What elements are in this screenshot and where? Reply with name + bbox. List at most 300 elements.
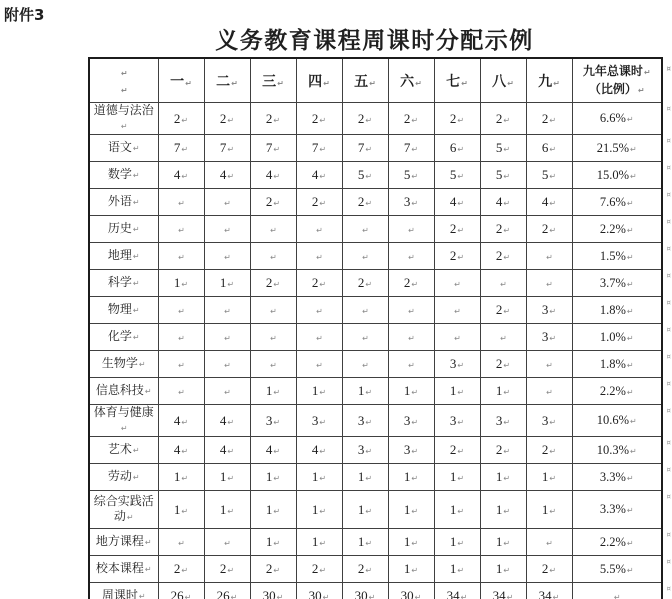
subject-cell — [89, 491, 158, 529]
pilcrow-mark: ↵ — [626, 538, 634, 548]
value-cell — [250, 405, 296, 437]
value-cell — [158, 189, 204, 216]
pilcrow-mark: ↵ — [457, 417, 465, 427]
pilcrow-mark: ↵ — [626, 565, 634, 575]
pilcrow-mark: ↵ — [637, 85, 645, 95]
subject-label: 综合实践活动 — [93, 494, 154, 523]
pilcrow-mark: ↵ — [316, 361, 323, 370]
row-end-mark: ¤ — [666, 105, 671, 113]
total-percent: 1.8% — [599, 356, 626, 371]
pilcrow-mark: ↵ — [546, 361, 553, 370]
pilcrow-mark: ↵ — [411, 172, 419, 181]
value-cell — [388, 135, 434, 162]
pilcrow-mark: ↵ — [224, 361, 231, 370]
value-cell — [250, 189, 296, 216]
pilcrow-mark: ↵ — [365, 506, 373, 516]
value-cell — [526, 135, 572, 162]
hours-value: 6 — [449, 140, 457, 155]
value-cell — [250, 162, 296, 189]
pilcrow-mark: ↵ — [630, 171, 637, 181]
subject-cell — [89, 270, 158, 297]
pilcrow-mark: ↵ — [144, 565, 152, 574]
table-row — [89, 270, 662, 297]
pilcrow-mark: ↵ — [273, 566, 281, 575]
subject-label: 道德与法治 — [93, 103, 154, 117]
pilcrow-mark: ↵ — [549, 307, 557, 316]
value-cell — [388, 464, 434, 491]
value-cell — [526, 297, 572, 324]
value-cell — [296, 162, 342, 189]
value-cell — [342, 378, 388, 405]
value-cell — [434, 216, 480, 243]
value-cell — [296, 216, 342, 243]
pilcrow-mark: ↵ — [319, 474, 327, 483]
pilcrow-mark: ↵ — [273, 115, 281, 125]
pilcrow-mark: ↵ — [365, 539, 373, 548]
pilcrow-mark: ↵ — [132, 333, 140, 342]
pilcrow-mark: ↵ — [613, 592, 621, 599]
row-end-mark: ¤ — [666, 466, 671, 474]
value-cell — [388, 162, 434, 189]
pilcrow-mark: ↵ — [316, 253, 323, 262]
value-cell — [388, 437, 434, 464]
grade-label: 二 — [216, 74, 231, 90]
pilcrow-mark: ↵ — [369, 78, 376, 88]
pilcrow-mark: ↵ — [408, 361, 415, 370]
pilcrow-mark: ↵ — [362, 361, 369, 370]
pilcrow-mark: ↵ — [503, 506, 511, 516]
attachment-label: 附件3 — [4, 6, 45, 24]
pilcrow-mark: ↵ — [138, 360, 146, 369]
value-cell — [434, 405, 480, 437]
value-cell — [526, 189, 572, 216]
hours-value: 34 — [446, 588, 460, 599]
subject-label: 化学 — [107, 329, 132, 343]
pilcrow-mark: ↵ — [626, 279, 634, 289]
pilcrow-mark: ↵ — [132, 279, 140, 288]
pilcrow-mark: ↵ — [181, 566, 189, 575]
pilcrow-mark: ↵ — [181, 474, 189, 483]
value-cell — [388, 189, 434, 216]
value-cell — [250, 529, 296, 556]
total-percent: 1.5% — [599, 248, 626, 263]
table-row — [89, 556, 662, 583]
hours-value: 1 — [265, 501, 273, 517]
pilcrow-mark: ↵ — [549, 226, 557, 235]
total-percent: 10.6% — [596, 413, 630, 427]
subject-label: 体育与健康 — [93, 405, 154, 419]
pilcrow-mark: ↵ — [365, 447, 373, 456]
pilcrow-mark: ↵ — [132, 306, 140, 315]
value-cell — [480, 216, 526, 243]
pilcrow-mark: ↵ — [319, 388, 327, 397]
hours-value: 3 — [495, 412, 503, 428]
pilcrow-mark: ↵ — [319, 115, 327, 125]
pilcrow-mark: ↵ — [411, 115, 419, 125]
pilcrow-mark: ↵ — [500, 334, 507, 343]
hours-value: 1 — [541, 469, 549, 484]
pilcrow-mark: ↵ — [365, 474, 373, 483]
hours-value: 1 — [403, 501, 411, 517]
hours-value: 5 — [495, 167, 503, 182]
row-end-mark: ¤ — [666, 326, 671, 334]
row-end-mark: ¤ — [666, 272, 671, 280]
hours-value: 7 — [219, 140, 227, 155]
value-cell — [434, 189, 480, 216]
pilcrow-mark: ↵ — [319, 566, 327, 575]
pilcrow-mark: ↵ — [362, 334, 369, 343]
hours-value: 1 — [541, 501, 549, 517]
subject-label: 劳动 — [107, 469, 132, 483]
hours-value: 2 — [403, 110, 411, 126]
value-cell — [342, 189, 388, 216]
pilcrow-mark: ↵ — [411, 280, 419, 289]
pilcrow-mark: ↵ — [457, 172, 465, 181]
hours-value: 7 — [173, 140, 181, 155]
pilcrow-mark: ↵ — [626, 225, 634, 235]
page-title: 义务教育课程周课时分配示例 — [215, 28, 534, 53]
pilcrow-mark: ↵ — [178, 361, 185, 370]
course-hours-table — [88, 57, 671, 599]
pilcrow-mark: ↵ — [626, 333, 634, 343]
value-cell — [388, 243, 434, 270]
pilcrow-mark: ↵ — [319, 280, 327, 289]
value-cell — [296, 270, 342, 297]
pilcrow-mark: ↵ — [457, 145, 465, 154]
hours-value: 4 — [265, 167, 273, 182]
pilcrow-mark: ↵ — [626, 387, 634, 397]
hours-value: 30 — [354, 588, 368, 599]
pilcrow-mark: ↵ — [460, 593, 468, 599]
pilcrow-mark: ↵ — [132, 252, 140, 261]
subject-cell — [89, 405, 158, 437]
hours-value: 4 — [173, 167, 181, 182]
value-cell — [526, 556, 572, 583]
pilcrow-mark: ↵ — [270, 226, 277, 235]
pilcrow-mark: ↵ — [132, 171, 140, 180]
hours-value: 2 — [449, 221, 457, 236]
value-cell — [388, 378, 434, 405]
subject-label: 语文 — [107, 140, 132, 154]
pilcrow-mark: ↵ — [552, 593, 560, 599]
row-end-mark: ¤ — [666, 218, 671, 226]
pilcrow-mark: ↵ — [454, 334, 461, 343]
value-cell — [250, 297, 296, 324]
pilcrow-mark: ↵ — [270, 334, 277, 343]
value-cell — [204, 491, 250, 529]
hours-value: 1 — [449, 561, 457, 576]
subject-label: 信息科技 — [95, 383, 144, 397]
pilcrow-mark: ↵ — [273, 199, 281, 208]
hours-value: 2 — [357, 194, 365, 209]
pilcrow-mark: ↵ — [316, 226, 323, 235]
pilcrow-mark: ↵ — [503, 417, 511, 427]
value-cell — [250, 135, 296, 162]
hours-value: 3 — [311, 412, 319, 428]
row-end-mark: ¤ — [666, 164, 671, 172]
subject-cell — [89, 103, 158, 135]
hours-value: 1 — [495, 469, 503, 484]
pilcrow-mark: ↵ — [546, 388, 553, 397]
value-cell — [480, 378, 526, 405]
hours-value: 1 — [311, 469, 319, 484]
row-end-mark: ¤ — [666, 137, 671, 145]
total-percent: 2.2% — [599, 534, 626, 549]
hours-value: 4 — [265, 442, 273, 457]
hours-value: 1 — [311, 383, 319, 398]
value-cell — [342, 297, 388, 324]
value-cell — [204, 405, 250, 437]
pilcrow-mark: ↵ — [626, 198, 634, 208]
hours-value: 2 — [541, 221, 549, 236]
total-cell — [572, 437, 671, 464]
grade-label: 九 — [538, 74, 553, 90]
pilcrow-mark: ↵ — [408, 253, 415, 262]
pilcrow-mark: ↵ — [316, 307, 323, 316]
row-end-mark: ¤ — [666, 531, 671, 539]
hours-value: 3 — [403, 412, 411, 428]
hours-value: 1 — [219, 275, 227, 290]
hours-value: 2 — [541, 561, 549, 576]
pilcrow-mark: ↵ — [224, 199, 231, 208]
header-grade-cell — [434, 58, 480, 103]
pilcrow-mark: ↵ — [181, 145, 189, 154]
pilcrow-mark: ↵ — [549, 145, 557, 154]
pilcrow-mark: ↵ — [227, 172, 235, 181]
value-cell — [296, 135, 342, 162]
pilcrow-mark: ↵ — [319, 447, 327, 456]
pilcrow-mark: ↵ — [224, 334, 231, 343]
pilcrow-mark: ↵ — [322, 593, 330, 599]
subject-label: 外语 — [107, 194, 132, 208]
pilcrow-mark: ↵ — [503, 388, 511, 397]
row-end-mark: ¤ — [666, 380, 671, 388]
table-row — [89, 189, 662, 216]
pilcrow-mark: ↵ — [270, 307, 277, 316]
total-percent: 3.3% — [599, 502, 626, 516]
value-cell — [434, 324, 480, 351]
value-cell — [388, 270, 434, 297]
value-cell — [526, 405, 572, 437]
pilcrow-mark: ↵ — [553, 78, 560, 88]
table-row — [89, 297, 662, 324]
value-cell — [250, 378, 296, 405]
subject-cell — [89, 529, 158, 556]
value-cell — [434, 464, 480, 491]
pilcrow-mark: ↵ — [503, 361, 511, 370]
subject-label: 周课时 — [101, 588, 138, 599]
pilcrow-mark: ↵ — [227, 417, 235, 427]
total-cell — [572, 351, 671, 378]
pilcrow-mark: ↵ — [132, 446, 140, 455]
row-end-mark: ¤ — [666, 493, 671, 501]
hours-value: 4 — [311, 167, 319, 182]
pilcrow-mark: ↵ — [227, 115, 235, 125]
pilcrow-mark: ↵ — [457, 447, 465, 456]
hours-value: 1 — [495, 501, 503, 517]
header-total-line2: （比例） — [588, 81, 637, 96]
hours-value: 26 — [170, 588, 184, 599]
pilcrow-mark: ↵ — [178, 226, 185, 235]
value-cell — [526, 491, 572, 529]
table-row — [89, 243, 662, 270]
pilcrow-mark: ↵ — [365, 280, 373, 289]
hours-value: 1 — [357, 469, 365, 484]
pilcrow-mark: ↵ — [549, 506, 557, 516]
value-cell — [250, 103, 296, 135]
value-cell — [388, 491, 434, 529]
pilcrow-mark: ↵ — [626, 506, 634, 515]
pilcrow-mark: ↵ — [181, 417, 189, 427]
value-cell — [526, 351, 572, 378]
value-cell — [158, 270, 204, 297]
value-cell — [434, 135, 480, 162]
hours-value: 3 — [403, 194, 411, 209]
value-cell — [480, 324, 526, 351]
subject-label: 数学 — [107, 167, 132, 181]
pilcrow-mark: ↵ — [132, 473, 140, 482]
pilcrow-mark: ↵ — [630, 417, 637, 426]
header-grade-cell — [342, 58, 388, 103]
hours-value: 2 — [449, 110, 457, 126]
value-cell — [388, 216, 434, 243]
value-cell — [342, 324, 388, 351]
total-cell — [572, 162, 671, 189]
pilcrow-mark: ↵ — [178, 253, 185, 262]
value-cell — [204, 324, 250, 351]
pilcrow-mark: ↵ — [184, 593, 192, 599]
total-cell — [572, 189, 671, 216]
pilcrow-mark: ↵ — [549, 474, 557, 483]
value-cell — [342, 270, 388, 297]
pilcrow-mark: ↵ — [414, 593, 422, 599]
total-cell — [572, 297, 671, 324]
hours-value: 30 — [400, 588, 414, 599]
pilcrow-mark: ↵ — [276, 593, 284, 599]
hours-value: 2 — [311, 110, 319, 126]
hours-value: 1 — [449, 383, 457, 398]
total-cell — [572, 491, 671, 529]
hours-value: 1 — [495, 534, 503, 549]
hours-value: 3 — [357, 412, 365, 428]
total-cell — [572, 243, 671, 270]
row-end-mark: ¤ — [666, 245, 671, 253]
row-end-mark: ¤ — [666, 299, 671, 307]
value-cell — [204, 583, 250, 599]
pilcrow-mark: ↵ — [323, 78, 330, 88]
subject-cell — [89, 437, 158, 464]
header-grade-cell — [158, 58, 204, 103]
subject-cell — [89, 556, 158, 583]
table-row — [89, 437, 662, 464]
hours-value: 2 — [219, 110, 227, 126]
pilcrow-mark: ↵ — [503, 474, 511, 483]
total-cell — [572, 556, 671, 583]
value-cell — [296, 378, 342, 405]
hours-value: 6 — [541, 140, 549, 155]
total-percent: 1.0% — [599, 329, 626, 344]
value-cell — [342, 405, 388, 437]
hours-value: 5 — [541, 167, 549, 182]
value-cell — [204, 103, 250, 135]
value-cell — [158, 103, 204, 135]
hours-value: 2 — [357, 110, 365, 126]
pilcrow-mark: ↵ — [224, 226, 231, 235]
table-row — [89, 324, 662, 351]
hours-value: 3 — [449, 412, 457, 428]
value-cell — [296, 324, 342, 351]
hours-value: 5 — [357, 167, 365, 182]
hours-value: 2 — [495, 442, 503, 457]
hours-value: 1 — [265, 383, 273, 398]
hours-value: 4 — [449, 194, 457, 209]
hours-value: 3 — [541, 329, 549, 344]
value-cell — [480, 270, 526, 297]
total-cell — [572, 378, 671, 405]
total-cell — [572, 324, 671, 351]
value-cell — [434, 243, 480, 270]
pilcrow-mark: ↵ — [457, 539, 465, 548]
header-grade-cell — [388, 58, 434, 103]
grade-label: 一 — [170, 74, 185, 90]
value-cell — [250, 437, 296, 464]
pilcrow-mark: ↵ — [362, 253, 369, 262]
pilcrow-mark: ↵ — [411, 539, 419, 548]
value-cell — [158, 464, 204, 491]
value-cell — [526, 270, 572, 297]
subject-label: 科学 — [107, 275, 132, 289]
value-cell — [296, 297, 342, 324]
pilcrow-mark: ↵ — [411, 447, 419, 456]
value-cell — [434, 378, 480, 405]
pilcrow-mark: ↵ — [411, 388, 419, 397]
hours-value: 1 — [357, 501, 365, 517]
total-cell — [572, 529, 671, 556]
pilcrow-mark: ↵ — [626, 306, 634, 316]
pilcrow-mark: ↵ — [408, 226, 415, 235]
pilcrow-mark: ↵ — [181, 115, 189, 125]
pilcrow-mark: ↵ — [549, 417, 557, 427]
pilcrow-mark: ↵ — [626, 360, 634, 370]
header-total-line1: 九年总课时 — [582, 63, 643, 78]
value-cell — [204, 162, 250, 189]
subject-cell — [89, 162, 158, 189]
value-cell — [296, 243, 342, 270]
value-cell — [296, 351, 342, 378]
table-row — [89, 216, 662, 243]
hours-value: 2 — [265, 194, 273, 209]
header-corner-cell — [89, 58, 158, 103]
hours-value: 2 — [173, 561, 181, 576]
table-row — [89, 135, 662, 162]
hours-value: 1 — [403, 469, 411, 484]
subject-cell — [89, 378, 158, 405]
pilcrow-mark: ↵ — [500, 280, 507, 289]
hours-value: 4 — [495, 194, 503, 209]
hours-value: 4 — [219, 167, 227, 182]
hours-value: 5 — [403, 167, 411, 182]
pilcrow-mark: ↵ — [362, 307, 369, 316]
value-cell — [526, 103, 572, 135]
total-percent: 2.2% — [599, 221, 626, 236]
hours-value: 3 — [403, 442, 411, 457]
grade-label: 五 — [354, 74, 369, 90]
value-cell — [204, 378, 250, 405]
hours-value: 34 — [538, 588, 552, 599]
row-end-mark: ¤ — [666, 407, 671, 415]
hours-value: 4 — [311, 442, 319, 457]
value-cell — [480, 189, 526, 216]
